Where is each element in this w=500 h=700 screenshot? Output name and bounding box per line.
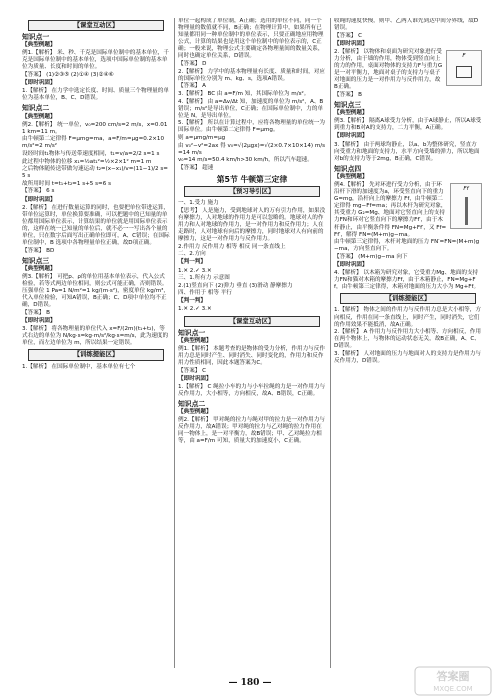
section-banner: 【训练提能区】 [340, 293, 476, 304]
paragraph: 【答案】 6 s [22, 188, 55, 195]
sub-heading: 【典型例题】 [22, 42, 56, 49]
knowledge-point-heading: 知识点一 [22, 33, 50, 42]
paragraph: 【答案】 BD [22, 247, 55, 254]
sub-heading: 【即时巩固】 [178, 375, 212, 382]
paragraph: 【思考】 人是施力，受到地球对人的万有引力作用，如果没有摩擦力，人对地球的作用力是可以忽略的。地球对人的作用力和人对地球的作用力，是一对作用力和反作用力；人在走路时，人对地球有向后的摩擦力，同时地球对人有向前的摩擦力，这是一对作用力与反作用力。 [178, 207, 326, 243]
paragraph: 1.【解析】 物体之间的作用力与反作用力总是大小相等，方向相反，作用在同一条直线上，同时产生，同时消失，它们的作用效果不能抵消，故A正确。 [334, 307, 481, 328]
paragraph: 【答案】 A [178, 83, 206, 90]
paragraph: 例3.【解析】 隔离A球受力分析，由于A球静止，所以A球受到重力和B对A的支持力，二力平衡，A正确。 [334, 118, 482, 132]
paragraph: 单位一起构成了单位制，A正确；选用的单位不同，同一个物理量的数值就不同，B正确；在物理计算中，如果所有已知量都用同一种单位制中的单位表示，只要正确地应用物理公式，计算的结果也是用这个单位制中的单位表示的，C正确；一般来说，物理公式主要确定各物理量间的数量关系，同时也确定单位关系，D错误。 [178, 18, 324, 60]
knowledge-point-heading: 知识点二 [178, 400, 206, 408]
paragraph: 例1.【解析】 本题考查的是物体的受力分析，作用力与反作用力总是同时产生、同时消失、同时变化的，作用力和反作用力性质相同，因此本题答案为C。 [178, 345, 325, 367]
section-banner: 【课堂互动区】 [184, 316, 320, 327]
paragraph: 2.作用力 反作用力 相等 相反 同一条直线上 [178, 243, 286, 250]
paragraph: 1.【解析】 在力学中选定长度、时间、质量三个物理量的单位为基本单位，B、C、D错误。 [22, 88, 169, 102]
column-divider [330, 18, 331, 668]
paragraph: 故所用时间 t=t₁+t₂=1 s+5 s=6 s [22, 180, 112, 187]
paragraph: 一、1.受力 施力 [178, 200, 219, 207]
paragraph: 设经时间t₁物体与传送带速度相同，t₁=v/a=2/2 s=1 s [22, 151, 160, 157]
paragraph: 【答案】 (1)②③⑤ (2)①④ (3)②④⑥ [22, 72, 114, 79]
column-divider [174, 18, 175, 668]
sub-heading: 【判一判】 [178, 298, 206, 305]
paragraph: 三、1.所有力 示意图 [178, 275, 230, 282]
paragraph: 2.【解析】 在进行数量运算的同时，也要把单位带进运算，带单位运算时，单位换算要准确，可以把题中的已知量的单位都用国际单位表示，计算结果的单位就是用国际单位表示的，这样在统一已知量的单位后，就不必一一写出各个量的单位，只在数字后面写出正确单位即可，A、C错误；在国际单位制中，B 选项中各物理量单位正确，故D项正确。 [22, 204, 170, 247]
paragraph: 3.【解析】 BC 由 a=F/m 知，其国际单位为 m/s²。 [178, 90, 310, 97]
paragraph: 例3.【解析】 可把p、ρ的单位用基本单位表示，代入公式检验，若等式两边单位相同，则公式可能正确，否则错误。压强单位 1 Pa=1 N/m²=1 kg/(m·s²)，密度单位 kg/m³，代入单位检验，可知A错误，B正确；C、D项中单位均不正确，D错误。 [22, 274, 169, 309]
sub-heading: 【典型例题】 [178, 409, 212, 416]
paragraph: 【答案】 B [22, 309, 50, 316]
lesson-title: 第5节 牛顿第三定律 [216, 174, 288, 184]
paragraph: 由牛顿第三定律得，木杆对地面的压力 FN′=FN=(M+m)g−ma，方向竖直向下。 [334, 239, 480, 253]
sub-heading: 【即时巩固】 [22, 196, 56, 203]
paragraph: 4.【解析】 以木箱为研究对象，它受重力Mg、地面的支持力FN和猫对木箱的摩擦力Ff，由于木箱静止，FN=Mg+Ff，由牛顿第三定律得，木箱对地面的压力大小为 Mg+Ff。 [334, 270, 480, 291]
watermark-logo-icon [414, 666, 492, 696]
sub-heading: 【典型例题】 [334, 110, 368, 117]
paragraph: 1.✕ 2.✓ 3.✕ [178, 267, 212, 274]
knowledge-point-heading: 知识点三 [22, 256, 50, 265]
force-diagram-figure [446, 50, 482, 86]
sub-heading: 【即时巩固】 [334, 40, 368, 47]
paragraph: 1.【解析】 C 绳拉小车的力与小车拉绳的力是一对作用力与反作用力，大小相等，方向相反，故A、B错误，C正确。 [178, 383, 326, 397]
paragraph: 1.【解析】 在国际单位制中，基本单位有七个 [22, 363, 136, 370]
sub-heading: 【典型例题】 [178, 337, 212, 344]
paragraph: 3.【解析】 将各物理量的单位代入 x=F/(2m)(t₁+t₂)，等式右边的单位为 N/kg·s=kg·m/s²/kg·s=m/s，此为速度的单位，而左边单位为 m，所以结果一定错误。 [22, 326, 169, 347]
page-body [22, 18, 484, 670]
page-number: — 180 — [228, 678, 272, 688]
paragraph: 2.【解析】 以物体和桌面为研究对象进行受力分析，由于墙的作用，物体受到竖直向上的力的作用，桌面对物体的支持力F与重力G是一对平衡力，地面对桌子的支持力与桌子对地面的压力是一对作用力与反作用力，故B正确。 [334, 48, 443, 91]
paragraph: 例4.【解析】 先对环进行受力分析，由于环沿杆下滑的加速度为a，环受竖直向下的重力 G=mg，沿杆向上的摩擦力 Ff，由牛顿第二定律得 mg−Ff=ma；再以木杆为研究对象，其受重力 G₂=Mg、地面对它竖直向上的支持力FN和环对它竖直向下的摩擦力Ff′，由于木杆静止，由平衡条件得 FN=Mg+Ff′，又 Ff=Ff′，解得 FN=(M+m)g−ma。 [334, 181, 447, 238]
paragraph: 2.【解析】 A 作用力与反作用力大小相等、方向相反，作用在两个物体上，与物体的运动状态无关，故B正确，A、C、D错误。 [334, 329, 481, 350]
section-banner: 【预习导引区】 [184, 186, 320, 197]
paragraph: 四、作用于 相等 平行 [178, 290, 232, 297]
sub-heading: 【典型例题】 [22, 113, 56, 120]
column-left [22, 18, 170, 670]
force-diagram-figure [450, 183, 482, 229]
paragraph: 之后物体随传送带做匀速运动 t₂=(x−x₁)/v=(11−1)/2 s=5 s [22, 166, 168, 180]
sub-heading: 【典型例题】 [334, 173, 368, 180]
paragraph: 4.【解析】 由 a=Δv/Δt 知，加速度的单位为 m/s²，A、B错误；m/s²是导出单位，C正确；在国际单位制中，力的单位是 N，是导出单位。 [178, 98, 324, 119]
paragraph: 此过程中物体的位移 x₁=½at₁²=½×2×1² m=1 m [22, 158, 152, 165]
paragraph: 则 a=μmg/m=μg [178, 135, 226, 141]
column-middle [178, 18, 326, 670]
sub-heading: 【判一判】 [178, 259, 206, 266]
figure-label: Ff [463, 185, 469, 192]
paragraph: 例2.【解析】 统一单位，v₀=200 cm/s=2 m/s，x=0.011 km=11 m。 [22, 121, 168, 135]
paragraph: 2.(1)竖直向下 (2)弹力 垂直 (3)滑动 静摩擦力 [178, 282, 293, 289]
column-right [334, 18, 482, 670]
paragraph: 收绳的速度快慢，则甲、乙两人谁先到达中间分界线，故D错误。 [334, 18, 479, 32]
sub-heading: 【即时巩固】 [22, 318, 56, 325]
paragraph: 【答案】 C [178, 367, 207, 374]
paragraph: 3.【解析】 由于两球均静止，以a、b为整体研究，竖直方向受重力和地面的支持力，水平方向受墙的弹力，所以地面对b的支持力等于2mg，B正确，C错误。 [334, 141, 480, 162]
figure-shape [465, 197, 468, 225]
knowledge-point-heading: 知识点三 [334, 101, 362, 110]
paragraph: 【答案】 B [334, 91, 362, 98]
svg-text:答案圈: 答案圈 [436, 670, 470, 683]
section-banner: 【课堂互动区】 [28, 20, 164, 31]
figure-label: F [462, 52, 466, 59]
sub-heading: 【即时巩固】 [334, 133, 368, 140]
paragraph: 由 v₀²−v²=2ax 得 v₀=√(2μgx)=√(2×0.7×10×14) m/s=14 m/s [178, 142, 326, 156]
section-banner: 【训练提能区】 [28, 349, 164, 360]
knowledge-point-heading: 知识点四 [334, 164, 362, 173]
paragraph: 2.【解析】 力学中的基本物理量有长度、质量和时间，对应的国际单位分别为 m、kg、s，选项A错误。 [178, 68, 325, 82]
svg-text:MXQE.COM: MXQE.COM [433, 685, 473, 693]
paragraph: 【答案】 C [334, 32, 363, 39]
paragraph: 由牛顿第二定律得 F=μmg=ma，a=F/m=μg=0.2×10 m/s²=2 m/s² [22, 136, 164, 150]
paragraph: 【答案】 (M+m)g−ma 向下 [334, 253, 408, 260]
sub-heading: 【即时巩固】 [334, 262, 368, 268]
paragraph: 【答案】 D [178, 61, 207, 68]
paragraph: 二、2.方向 [178, 251, 206, 258]
paragraph: v₀=14 m/s=50.4 km/h>30 km/h，所以汽车超速。 [178, 157, 313, 164]
knowledge-point-heading: 知识点二 [22, 104, 50, 113]
paragraph: 5.【解析】 所以在计算过程中，应将各物理量的单位统一为国际单位。由牛顿第二定律得 F=μmg。 [178, 120, 325, 134]
paragraph: 例1.【解析】 米、秒、千克是国际单位制中的基本单位，千克是国际单位制中的基本单位，选项中国际单位制的基本单位为质量、长度和时间的单位。 [22, 50, 169, 71]
paragraph: 例2.【解析】 甲对绳的拉力与绳对甲的拉力是一对作用力与反作用力，故A错误；甲对绳的拉力与乙对绳的拉力作用在同一物体上，是一对平衡力，故B错误；甲、乙对绳拉力相等，由 a=F/m 可知，质量大的加速度小，C正确。 [178, 417, 325, 445]
paragraph: 1.✕ 2.✓ 3.✕ [178, 306, 212, 313]
paragraph: 【答案】 超速 [178, 164, 214, 171]
paragraph: 3.【解析】 人对地面的压力与地面对人的支持力是作用力与反作用力，D错误。 [334, 351, 481, 365]
figure-shape [456, 66, 472, 78]
sub-heading: 【典型例题】 [22, 265, 56, 272]
sub-heading: 【即时巩固】 [22, 80, 56, 87]
knowledge-point-heading: 知识点一 [178, 328, 206, 337]
